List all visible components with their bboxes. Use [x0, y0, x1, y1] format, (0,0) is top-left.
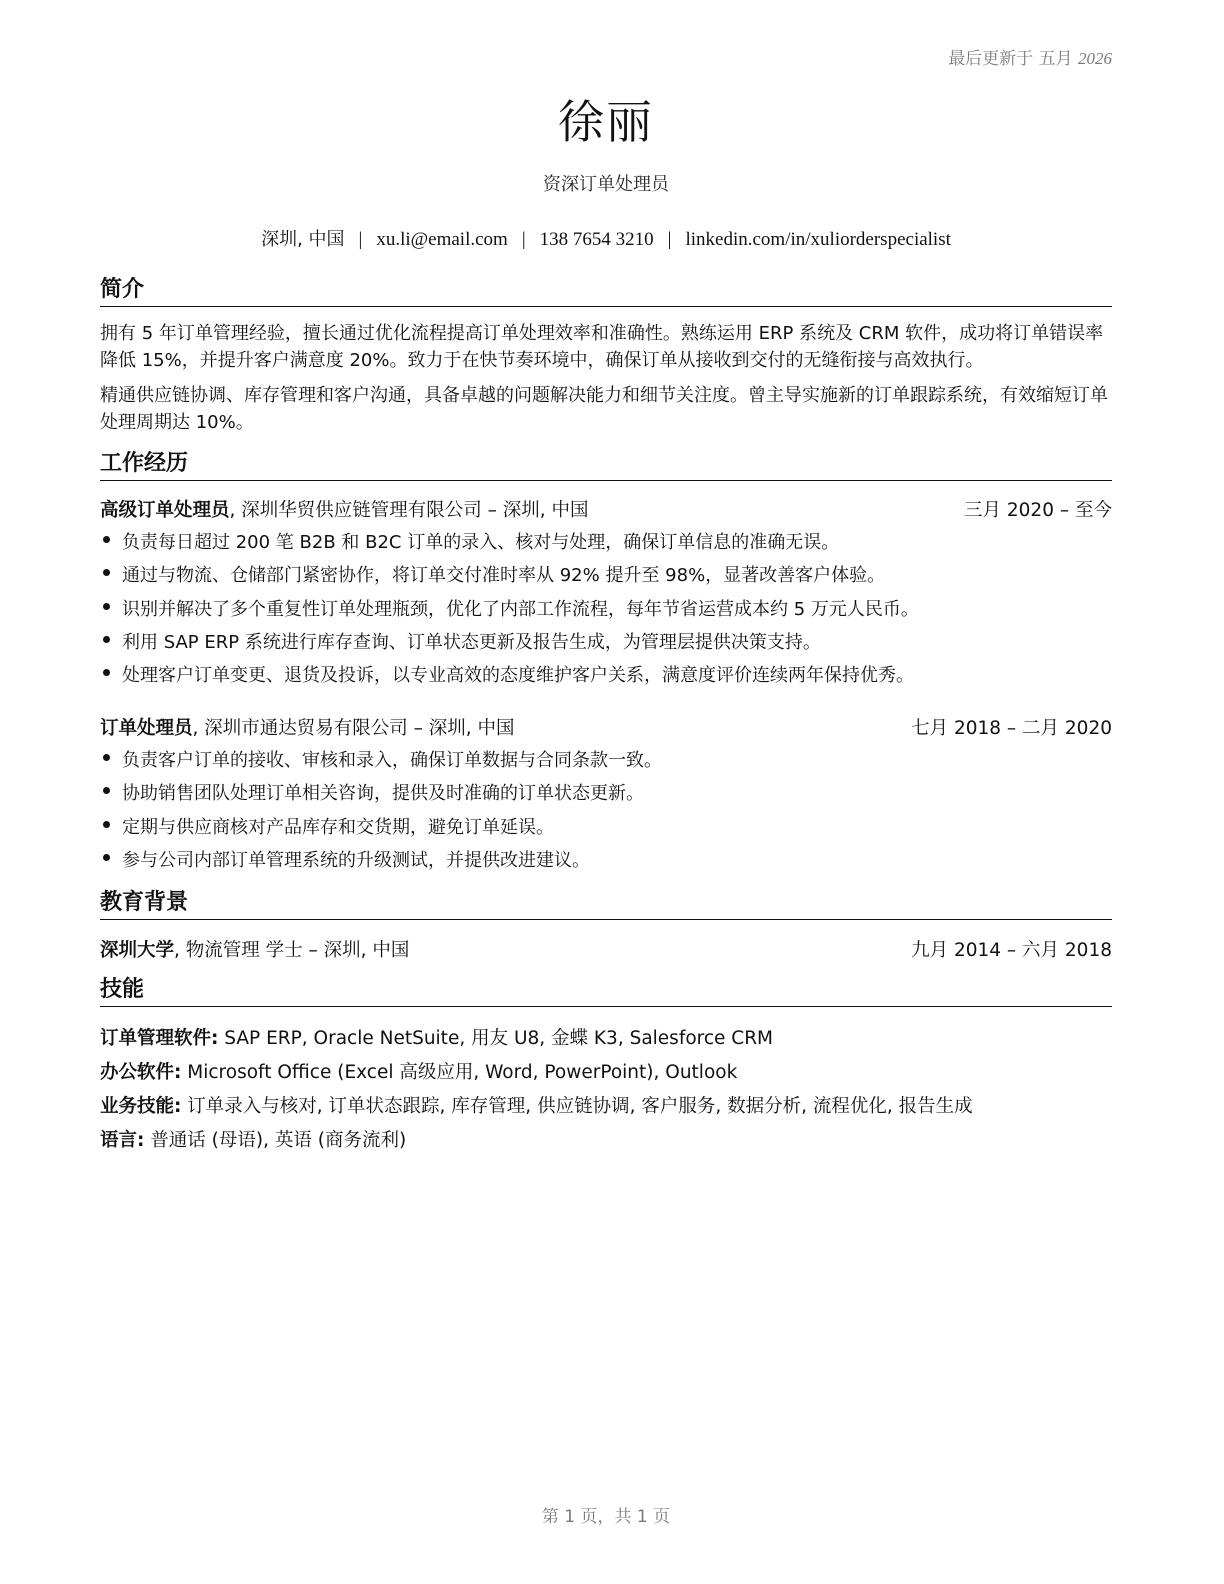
- contact-line: [100, 225, 1112, 251]
- bullet-icon: [103, 821, 110, 828]
- bullet-text: 参与公司内部订单管理系统的升级测试，并提供改进建议。: [122, 849, 590, 871]
- job-company: , 深圳市通达贸易有限公司 – 深圳, 中国: [192, 718, 515, 739]
- contact-separator: |: [358, 229, 363, 250]
- summary-paragraph-2: 精通供应链协调、库存管理和客户沟通，具备卓越的问题解决能力和细节关注度。曾主导实施新的订单跟踪系统，有效缩短订单处理周期达 10%。: [100, 385, 1108, 433]
- bullet-text: 识别并解决了多个重复性订单处理瓶颈，优化了内部工作流程，每年节省运营成本约 5 万元人民币。: [122, 598, 919, 620]
- bullet-text: 负责客户订单的接收、审核和录入，确保订单数据与合同条款一致。: [122, 750, 662, 771]
- contact-linkedin[interactable]: linkedin.com/in/xuliorderspecialist: [685, 229, 951, 250]
- bullet-icon: [103, 603, 110, 610]
- job-date: 三月 2020 – 至今: [964, 500, 1112, 521]
- list-item: [100, 779, 1112, 812]
- job-bullets: [100, 746, 1112, 879]
- last-updated-year: 2026: [1078, 49, 1112, 68]
- job-role: 高级订单处理员: [100, 500, 230, 521]
- bullet-icon: [103, 569, 110, 576]
- job-bullets: [100, 528, 1112, 694]
- bullet-text: 负责每日超过 200 笔 B2B 和 B2C 订单的录入、核对与处理，确保订单信息的准确无误。: [122, 532, 840, 553]
- bullet-text: 利用 SAP ERP 系统进行库存查询、订单状态更新及报告生成，为管理层提供决策支持。: [122, 631, 821, 653]
- bullet-icon: [103, 754, 110, 761]
- contact-separator: |: [667, 229, 672, 250]
- list-item: [100, 528, 1112, 561]
- experience-heading: 工作经历: [100, 452, 1112, 481]
- summary-paragraph-1: 拥有 5 年订单管理经验，擅长通过优化流程提高订单处理效率和准确性。熟练运用 ERP 系统及 CRM 软件，成功将订单错误率降低 15%，并提升客户满意度 20%。致力于在快节奏环境中，确保订单从接收到交付的无缝衔接与高效执行。: [100, 323, 1104, 371]
- skill-line: [100, 1092, 1112, 1118]
- list-item: [100, 595, 1112, 628]
- bullet-icon: [103, 636, 110, 643]
- education-heading: 教育背景: [100, 891, 1112, 920]
- job-date: 七月 2018 – 二月 2020: [911, 718, 1112, 739]
- list-item: [100, 628, 1112, 661]
- skill-line: [100, 1058, 1112, 1084]
- summary-heading: 简介: [100, 278, 1112, 307]
- list-item: [100, 661, 1112, 694]
- skill-label: 订单管理软件:: [100, 1028, 219, 1049]
- list-item: [100, 813, 1112, 846]
- job-company: , 深圳华贸供应链管理有限公司 – 深圳, 中国: [229, 500, 589, 521]
- job-role: 订单处理员: [100, 718, 193, 739]
- last-updated: [948, 44, 1112, 69]
- candidate-name: 徐丽: [558, 95, 654, 149]
- list-item: [100, 561, 1112, 594]
- job-header: [100, 714, 1112, 740]
- bullet-icon: [103, 787, 110, 794]
- bullet-icon: [103, 536, 110, 543]
- skill-value: SAP ERP, Oracle NetSuite, 用友 U8, 金蝶 K3, Salesforce CRM: [218, 1028, 774, 1049]
- education-date: 九月 2014 – 六月 2018: [911, 940, 1112, 961]
- education-entry: [100, 936, 1112, 962]
- skills-heading: 技能: [100, 978, 1112, 1007]
- contact-separator: |: [521, 229, 526, 250]
- skill-line: [100, 1024, 1112, 1050]
- skill-value: 普通话 (母语), 英语 (商务流利): [144, 1130, 407, 1151]
- skill-label: 办公软件:: [100, 1062, 182, 1083]
- last-updated-label: 最后更新于 五月: [948, 49, 1073, 69]
- bullet-text: 处理客户订单变更、退货及投诉，以专业高效的态度维护客户关系，满意度评价连续两年保持优秀。: [122, 665, 914, 687]
- list-item: [100, 846, 1112, 879]
- bullet-text: 定期与供应商核对产品库存和交货期，避免订单延误。: [122, 816, 554, 838]
- bullet-icon: [103, 854, 110, 861]
- list-item: [100, 746, 1112, 779]
- resume-page: [100, 0, 1112, 1584]
- contact-phone: 138 7654 3210: [539, 229, 654, 250]
- skill-label: 业务技能:: [100, 1096, 182, 1117]
- skill-label: 语言:: [100, 1130, 145, 1151]
- candidate-title: 资深订单处理员: [543, 174, 669, 195]
- bullet-icon: [103, 669, 110, 676]
- education-detail: , 物流管理 学士 – 深圳, 中国: [174, 940, 410, 961]
- education-school: 深圳大学: [100, 940, 175, 961]
- bullet-text: 通过与物流、仓储部门紧密协作，将订单交付准时率从 92% 提升至 98%，显著改善客户体验。: [122, 565, 886, 587]
- contact-email[interactable]: xu.li@email.com: [376, 229, 508, 250]
- bullet-text: 协助销售团队处理订单相关咨询，提供及时准确的订单状态更新。: [122, 783, 644, 805]
- page-number: 第 1 页，共 1 页: [541, 1507, 671, 1527]
- skill-value: Microsoft Office (Excel 高级应用, Word, PowerPoint), Outlook: [181, 1062, 738, 1083]
- contact-location: 深圳, 中国: [261, 229, 345, 250]
- skill-value: 订单录入与核对, 订单状态跟踪, 库存管理, 供应链协调, 客户服务, 数据分析, 流程优化, 报告生成: [181, 1096, 973, 1117]
- job-header: [100, 496, 1112, 522]
- skill-line: [100, 1126, 1112, 1152]
